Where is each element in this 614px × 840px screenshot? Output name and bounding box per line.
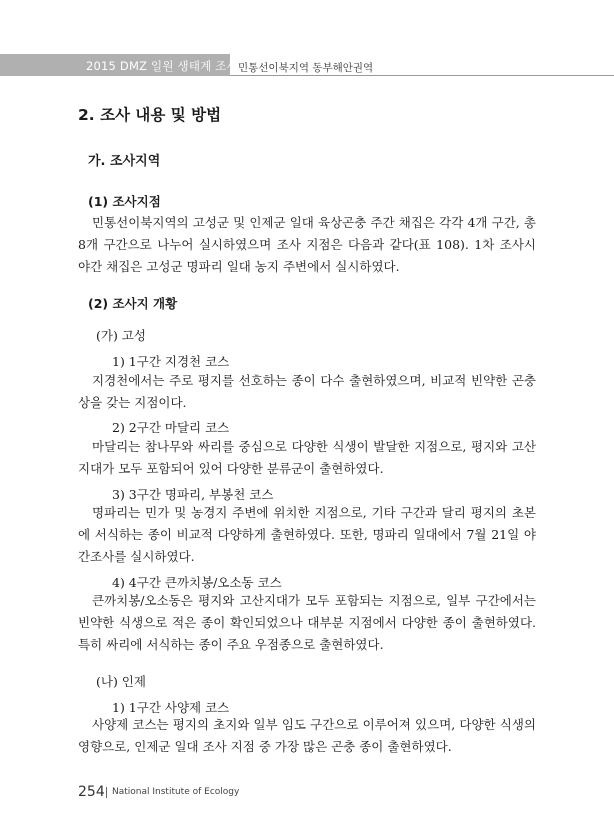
goseong-course4-title: 4) 4구간 큰까치봉/오소동 코스 xyxy=(112,575,282,590)
inje-title: (나) 인제 xyxy=(96,674,146,689)
inje-course1-title: 1) 1구간 사양제 코스 xyxy=(112,700,230,715)
header-title: 2015 DMZ 일원 생태계 조사 xyxy=(86,59,238,73)
header-rule xyxy=(230,75,614,76)
page-number: 254 xyxy=(78,784,105,800)
part1-paragraph: 민통선이북지역의 고성군 및 인제군 일대 육상곤충 주간 채집은 각각 4개 구간, 총 8개 구간으로 나누어 실시하였으며 조사 지점은 다음과 같다(표 108). 1차 조사시 야간 채집은 고성군 명파리 일대 농지 주변에서 실시하였다. xyxy=(78,215,536,274)
part1-title: (1) 조사지점 xyxy=(88,194,161,209)
goseong-course1-text: 지경천에서는 주로 평지를 선호하는 종이 다수 출현하였으며, 비교적 빈약한 곤충상을 갖는 지점이다. xyxy=(78,373,536,410)
footer-divider xyxy=(106,787,107,798)
goseong-course2-title: 2) 2구간 마달리 코스 xyxy=(112,420,230,435)
goseong-title: (가) 고성 xyxy=(96,328,146,343)
goseong-course3-title: 3) 3구간 명파리, 부봉천 코스 xyxy=(112,487,274,502)
goseong-course3-text: 명파리는 민가 및 농경지 주변에 위치한 지점으로, 기타 구간과 달리 평지의 초본에 서식하는 종이 비교적 다양하게 출현하였다. 또한, 명파리 일대에서 7월 21일 야간조사를 실시하였다. xyxy=(78,505,536,564)
footer-institution: National Institute of Ecology xyxy=(112,787,240,797)
goseong-course1-title: 1) 1구간 지경천 코스 xyxy=(112,354,230,369)
goseong-course4-text: 큰까치봉/오소동은 평지와 고산지대가 모두 포함되는 지점으로, 일부 구간에서는 빈약한 식생으로 적은 종이 확인되었으나 대부분 지점에서 다양한 종이 출현하였다. 특히 싸리에 서식하는 종이 주요 우점종으로 출현하였다. xyxy=(78,593,536,652)
header-subtitle: 민통선이북지역 동부해안권역 xyxy=(238,62,374,74)
goseong-course2-text: 마달리는 참나무와 싸리를 중심으로 다양한 식생이 발달한 지점으로, 평지와 고산지대가 모두 포함되어 있어 다양한 분류군이 출현하였다. xyxy=(78,439,536,476)
part2-title: (2) 조사지 개황 xyxy=(88,296,178,311)
section-title: 2. 조사 내용 및 방법 xyxy=(78,106,222,124)
subsection-title: 가. 조사지역 xyxy=(88,154,161,169)
inje-course1-text: 사양제 코스는 평지의 초지와 일부 임도 구간으로 이루어져 있으며, 다양한 식생의 영향으로, 인제군 일대 조사 지점 중 가장 많은 곤충 종이 출현하였다. xyxy=(78,717,536,754)
